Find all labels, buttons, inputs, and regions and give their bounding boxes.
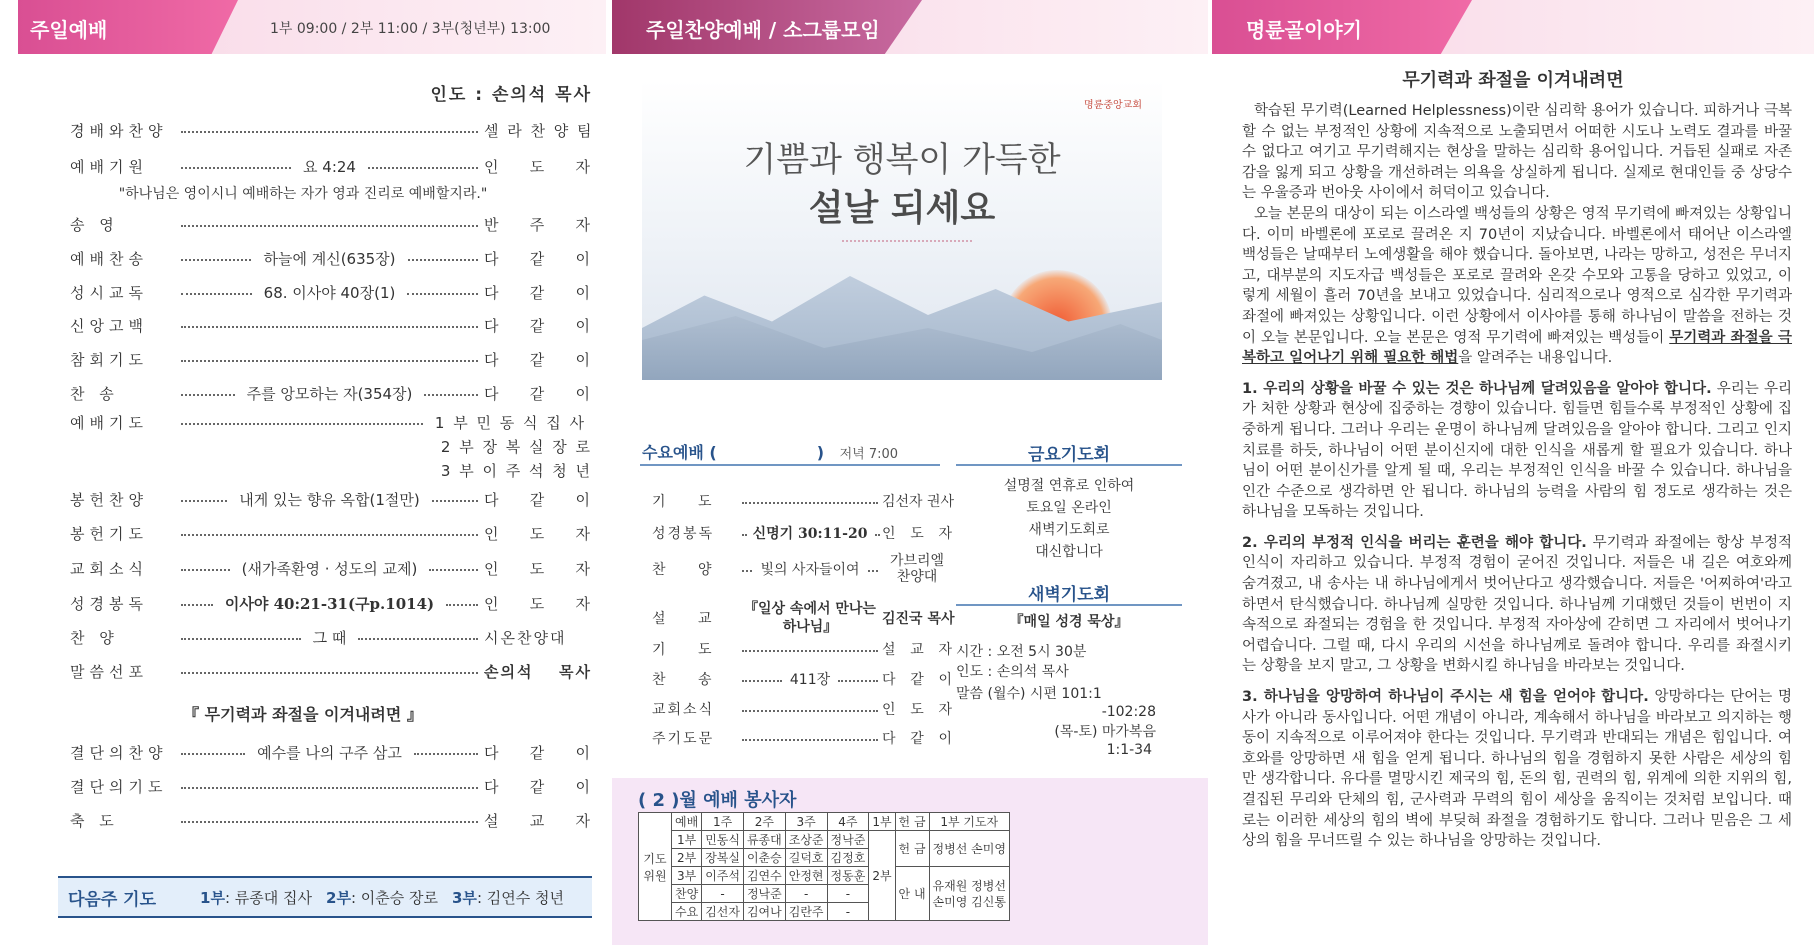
order-row: 말씀선포 손의석 목사 [70, 662, 592, 681]
order-row: 경배와찬양 셀 라 찬 양 팀 [70, 121, 594, 140]
service-times: 1부 09:00 / 2부 11:00 / 3부(청년부) 13:00 [270, 21, 551, 37]
order-row: 결단의기도 다 같 이 [70, 777, 592, 796]
next-week-prayer: 다음주 기도 1부 : 류종대 집사 2부 : 이춘승 장로 3부 : 김연수 청년 [58, 876, 592, 918]
prayer-3rd: 3 부 이 주 석 청 년 [440, 462, 592, 480]
article-title: 무기력과 좌절을 이겨내려면 [1402, 70, 1624, 91]
monthly-servers: ( 2 )월 예배 봉사자 기도 위원 예배 1주 2주 3주 4주 1부 헌 금 1부 기도자 1부 민동식 류종대 조상준 정낙준 2부 헌 금 정병선 손미영 2부 장복실 이춘승 길덕호 김정호 3부 이주석 김연수 안정현 정동훈 안 내 유재원 정병선 손미영 김신통 찬양 - 정낙준 - - 수요 김선자 김여나 김란주 - [612, 778, 1208, 945]
sermon-title: 『 무기력과 좌절을 이겨내려면 』 [183, 705, 423, 724]
panel-title: 명륜골이야기 [1246, 18, 1362, 42]
order-row: 봉헌기도 인 도 자 [70, 524, 592, 543]
worship-order-panel [0, 0, 606, 945]
worship-leader: 인도 : 손의석 목사 [430, 85, 592, 105]
order-row: 송 영 반 주 자 [70, 215, 592, 234]
order-row: 예배기도 1 부 민 동 식 집 사 [70, 413, 586, 432]
panel-header [612, 0, 1208, 54]
new-year-greeting: 명륜중앙교회 기쁨과 행복이 가득한 설날 되세요 [642, 80, 1162, 380]
servers-table: 기도 위원 예배 1주 2주 3주 4주 1부 헌 금 1부 기도자 1부 민동식 류종대 조상준 정낙준 2부 헌 금 정병선 손미영 2부 장복실 이춘승 길덕호 김정호 3부 이주석 김연수 안정현 정동훈 안 내 유재원 정병선 손미영 김신통 찬양 - 정낙준 - - 수요 김선자 김여나 김란주 - [638, 812, 1010, 921]
order-row: 신앙고백 다 같 이 [70, 316, 592, 335]
order-row: 참회기도 다 같 이 [70, 350, 592, 369]
panel-header [0, 0, 606, 54]
column-panel [1212, 0, 1814, 945]
order-row: 찬 양 그 때 시온찬양대 [70, 628, 567, 647]
order-row: 찬 송 주를 앙모하는 자(354장) 다 같 이 [70, 384, 593, 403]
prayer-2nd: 2 부 장 복 실 장 로 [440, 438, 592, 456]
order-row: 성시교독 68. 이사야 40장(1) 다 같 이 [70, 283, 592, 302]
order-row: 축 도 설 교 자 [70, 811, 592, 830]
order-row: 예배찬송 하늘에 계신(635장) 다 같 이 [70, 249, 593, 268]
praise-worship-panel: 주일찬양예배 / 소그룹모임 명륜중앙교회 기쁨과 행복이 가득한 설날 되세요 수요예배 ( ) 저녁 7:00 기 도 김선자 권사 성경봉독 신명기 30:11-20 인 도 자 찬 양 빛의 사자들이여 가브리엘 찬양대 설 교 『일상 속에서 만나는 하나님』 김진국 목사 기 도 설 교 자 찬 송 411장 다 같 이 교회소식 인 도 자 주기도문 다 같 이 금요기도회 설명절 연휴로 인하여 토요일 온라인 새벽기도회로 대신합니다 새벽기도회 『매일 성경 묵상』 시간 : 오전 5시 30분 인도 : 손의석 목사 말씀 (월수) 시편 101:1 -102:28 (목-토) 마가복음 1:1-34 ( 2 )월 예배 봉사자 기도 위원 예배 1주 2주 3주 4주 1부 헌 금 1부 기도자 1부 민동식 류종대 조상준 정낙준 2부 헌 금 정병선 손미영 2부 장복실 이춘승 길덕호 김정호 3부 이주석 김연수 안정현 정동훈 안 내 유재원 정병선 손미영 김신통 찬양 - 정낙준 - - 수요 김선자 김여나 김란주 - [612, 0, 1208, 945]
panel-header [1212, 0, 1814, 54]
order-row: 결단의찬양 예수를 나의 구주 삼고 다 같 이 [70, 743, 592, 762]
order-row: 성경봉독 이사야 40:21-31(구p.1014) 인 도 자 [70, 594, 593, 613]
order-row: 교회소식 (새가족환영 · 성도의 교제) 인 도 자 [70, 559, 592, 578]
article-body: 학습된 무기력(Learned Helplessness)이란 심리학 용어가 있습니다. 피하거나 극복할 수 없는 부정적인 상황에 지속적으로 노출되면서 어떠한 시도나 노력도 결과를 바꿀 수 없다고 여기고 무기력해지는 현상을 말하는 심리학 용어입니다. 거듭된 실패로 자존감을 잃게 되고 상황을 개선하려는 의욕을 상실하게 됩니다. 실제로 현대인들 중 상당수는 우울증과 번아웃 사이에서 허덕이고 있습니다. 오늘 본문의 대상이 되는 이스라엘 백성들의 상황은 영적 무기력에 빠져있는 상황입니다. 이미 바벨론에 포로로 끌려온 지 70년이 지났습니다. 바벨론에서 태어난 이스라엘 백성들은 날때부터 노예생활을 해야 했습니다. 돌아보면, 나라는 망하고, 성전은 무너지고, 대부분의 지도자급 백성들은 포로로 끌려와 온갖 수모와 고통을 당하고 있었고, 이렇게 세월이 흘러 70년을 보내고 있었습니다. 심리적으로나 영적으로 심각한 무기력과 좌절에 빠져있는 상황입니다. 이런 상황에서 이사야를 통해 하나님이 말씀을 전하는 것이 오늘 본문입니다. 오늘 본문은 영적 무기력에 빠져있는 백성들이 무기력과 좌절을 극복하고 일어나기 위해 필요한 해법을 알려주는 내용입니다. 1. 우리의 상황을 바꿀 수 있는 것은 하나님께 달려있음을 알아야 합니다. 우리는 우리가 처한 상황과 현상에 집중하는 경향이 있습니다. 힘들면 힘들수록 부정적인 상황에 집중하게 됩니다. 그러나 우리는 운명이 하나님께 달려있음을 알아야 합니다. 그리고 인지 치료를 하듯, 하나님이 어떤 분이신지에 대한 인식을 새롭게 할 필요가 있습니다. 하나님이 어떤 분이신가를 알게 될 때, 우리는 부정적인 인식을 바꿀 수 있습니다. 하나님을 인간 수준으로 생각하면 안 됩니다. 하나님의 능력을 사람의 힘 정도로 생각하는 것은 하나님을 모독하는 것입니다. 2. 우리의 부정적 인식을 버리는 훈련을 해야 합니다. 무기력과 좌절에는 항상 부정적 인식이 자리하고 있습니다. 부정적 경험이 굳어진 것입니다. 저들은 내 길은 여호와께 숨겨졌고, 내 송사는 내 하나님에게서 벗어난다고 생각했습니다. 저들은 '어찌하여'라고 하면서 탄식했습니다. 하나님께 실망한 것입니다. 하나님께 기대했던 것들이 번번이 지속적으로 좌절되는 경험을 한 것입니다. 부정적 자아상에 갇히면 그 자리에서 벗어나기 어렵습니다. 그럴 때, 다시 우리의 시선을 하나님께로 돌려야 합니다. 우리를 좌절시키는 상황을 보지 말고, 그 상황을 변화시킬 하나님을 바라보는 것입니다. 3. 하나님을 앙망하여 하나님이 주시는 새 힘을 얻어야 합니다. 앙망하다는 단어는 명사가 아니라 동사입니다. 어떤 개념이 아니라, 계속해서 하나님을 바라보고 의지하는 행동이 지속적으로 이루어져야 한다는 것입니다. 무기력과 반대되는 개념은 힘입니다. 여호와를 앙망하면 새 힘을 얻게 됩니다. 하나님의 힘을 경험하지 못한 사람은 세상의 힘만 생각합니다. 유다를 멸망시킨 제국의 힘, 돈의 힘, 권력의 힘, 위계에 의한 지위의 힘, 결집된 무리와 단체의 힘, 군사력과 무력의 힘이 세상을 움직이는 것처럼 보입니다. 때로는 이러한 세상의 힘의 벽에 부딪혀 좌절을 경험하기도 합니다. 그러나 믿음은 그 세상의 힘을 무너뜨릴 수 있는 하나님을 앙망하는 것입니다. [1242, 103, 1793, 850]
order-row: 예배기원 요 4:24 인 도 자 [70, 157, 593, 176]
panel-title: 주일예배 [30, 18, 108, 42]
order-row: 봉헌찬양 내게 있는 향유 옥합(1절만) 다 같 이 [70, 490, 593, 509]
church-logo: 명륜중앙교회 [1084, 100, 1142, 111]
panel-title: 주일찬양예배 / 소그룹모임 [646, 18, 880, 42]
scripture-quote: "하나님은 영이시니 예배하는 자가 영과 진리로 예배할지라." [118, 186, 488, 202]
